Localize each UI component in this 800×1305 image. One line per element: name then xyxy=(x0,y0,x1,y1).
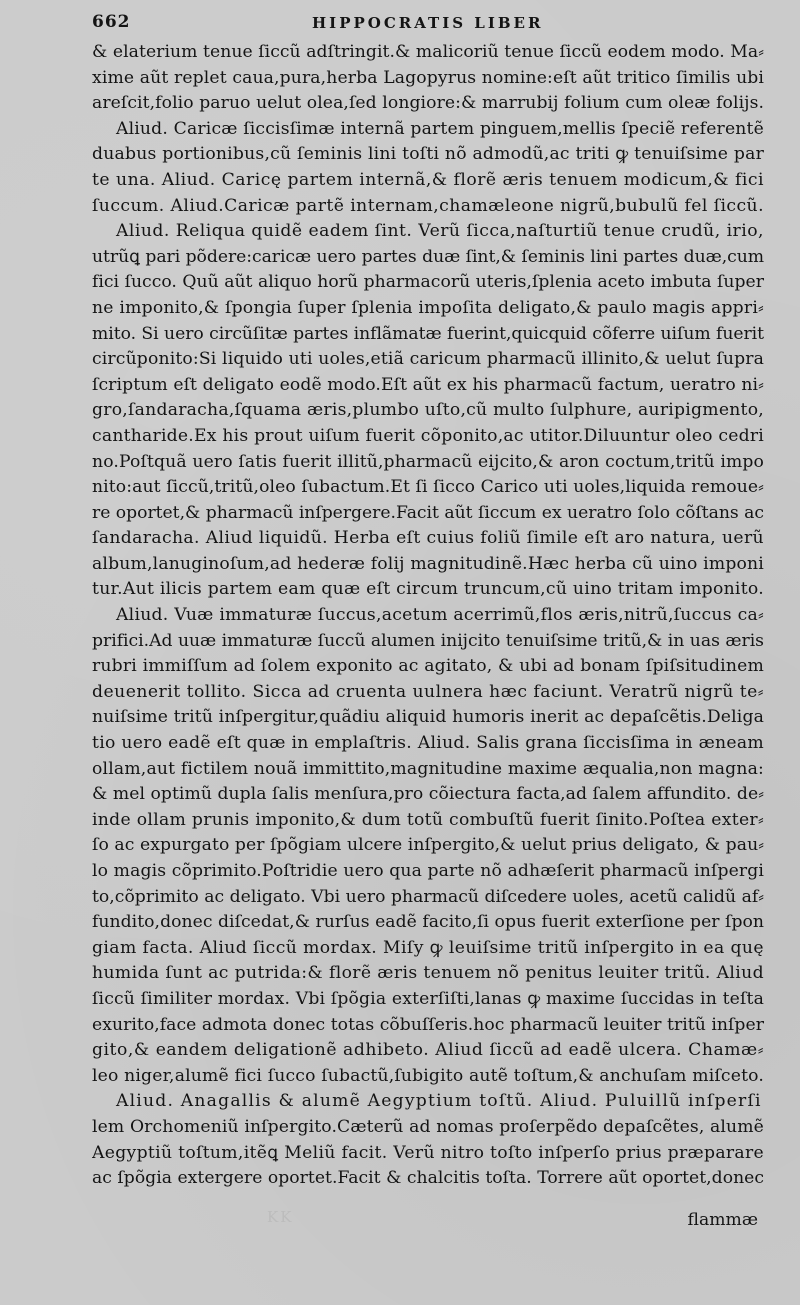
text-line: fundito,donec diſcedat,& rurſus eadẽ facito,ſi opus fuerit exterſione per ſpon xyxy=(92,912,764,933)
text-line: rubri immiſſum ad ſolem exponito ac agitato, & ubi ad bonam ſpiſsitudinem xyxy=(92,656,764,677)
text-line: Aliud. Caricæ ſiccisſimæ internã partem pinguem,mellis ſpeciẽ referentẽ xyxy=(116,118,764,139)
text-line: areſcit,folio paruo uelut olea,ſed longiore:& marrubij folium cum oleæ folijs. xyxy=(92,93,764,114)
text-line: gito,& eandem deligationẽ adhibeto. Aliud ſiccũ ad eadẽ ulcera. Chamæ⸗ xyxy=(92,1040,764,1061)
text-line: re oportet,& pharmacũ inſpergere.Facit aũt ſiccum ex ueratro ſolo cõſtans ac xyxy=(92,502,764,523)
text-line: lem Orchomeniũ inſpergito.Cæterũ ad nomas proſerpẽdo depaſcẽtes, alumẽ xyxy=(92,1116,764,1137)
text-line: Aegyptiũ toſtum,itẽꝗ Meliũ facit. Verũ nitro toſto inſperſo prius præparare xyxy=(92,1142,764,1163)
text-line: ac ſpõgia extergere oportet.Facit & chalcitis toſta. Torrere aũt oportet,donec xyxy=(92,1168,764,1189)
text-line: gro,ſandaracha,ſquama æris,plumbo uſto,cũ multo ſulphure, auripigmento, xyxy=(92,400,764,421)
text-line: ſcriptum eſt deligato eodẽ modo.Eſt aũt ex his pharmacũ factum, ueratro ni⸗ xyxy=(92,374,764,395)
text-line: & mel optimũ dupla ſalis menſura,pro cõiectura facta,ad ſalem affundito. de⸗ xyxy=(92,784,764,805)
text-line: circũponito:Si liquido uti uoles,etiã caricum pharmacũ illinito,& uelut ſupra xyxy=(92,349,764,370)
text-line: leo niger,alumẽ fici ſucco ſubactũ,ſubigito autẽ toſtum,& anchuſam miſceto. xyxy=(92,1065,764,1086)
text-line: nito:aut ſiccũ,tritũ,oleo ſubactum.Et ſi ſicco Carico uti uoles,liquida remoue⸗ xyxy=(92,477,764,498)
text-line: Aliud. Vuæ immaturæ ſuccus,acetum acerrimũ,flos æris,nitrũ,ſuccus ca⸗ xyxy=(116,605,764,626)
text-line: giam facta. Aliud ſiccũ mordax. Miſy ꝙ leuiſsime tritũ inſpergito in ea quę xyxy=(92,937,764,958)
footer-line xyxy=(92,1208,764,1234)
text-line: tio uero eadẽ eſt quæ in emplaſtris. Aliud. Salis grana ſiccisſima in æneam xyxy=(92,733,764,754)
text-line: ſuccum. Aliud.Caricæ partẽ internam,chamæleone nigrũ,bubulũ fel ſiccũ. xyxy=(92,195,764,216)
text-line: duabus portionibus,cũ ſeminis lini toſti nõ admodũ,ac triti ꝙ tenuiſsime par xyxy=(92,144,764,165)
page-number: 662 xyxy=(92,12,131,32)
text-line: ſo ac expurgato per ſpõgiam ulcere inſpergito,& uelut prius deligato, & pau⸗ xyxy=(92,835,764,856)
text-line: ſiccũ ſimiliter mordax. Vbi ſpõgia exterſiſti,lanas ꝙ maxime ſuccidas in teſta xyxy=(92,988,764,1009)
text-line: xime aũt replet caua,pura,herba Lagopyrus nomine:eſt aũt tritico ſimilis ubi xyxy=(92,67,764,88)
text-line: Aliud. Reliqua quidẽ eadem ſint. Verũ ſicca,naſturtiũ tenue crudũ, irio, xyxy=(116,221,764,242)
text-line: & elaterium tenue ſiccũ adſtringit.& malicoriũ tenue ſiccũ eodem modo. Ma⸗ xyxy=(92,42,764,62)
signature-mark: KK xyxy=(267,1208,294,1226)
text-line: humida ſunt ac putrida:& florẽ æris tenuem nõ penitus leuiter tritũ. Aliud xyxy=(92,963,764,984)
text-line: nuiſsime tritũ inſpergitur,quãdiu aliquid humoris inerit ac depaſcẽtis.Deliga xyxy=(92,707,764,728)
text-line: Aliud. Anagallis & alumẽ Aegyptium toſtũ. Aliud. Puluillũ inſperſi xyxy=(116,1091,762,1112)
text-line: ne imponito,& ſpongia ſuper ſplenia impoſita deligato,& paulo magis appri⸗ xyxy=(92,297,764,318)
text-line: fici ſucco. Quũ aũt aliquo horũ pharmacorũ uteris,ſplenia aceto imbuta ſuper xyxy=(92,272,764,293)
running-head xyxy=(0,12,800,36)
body-text xyxy=(92,40,764,1192)
text-line: te una. Aliud. Caricę partem internã,& florẽ æris tenuem modicum,& fici xyxy=(92,169,764,190)
text-line: utrũꝗ pari põdere:caricæ uero partes duæ ſint,& ſeminis lini partes duæ,cum xyxy=(92,246,764,267)
catchword: flammæ xyxy=(687,1210,758,1230)
text-line: no.Poſtquã uero ſatis fuerit illitũ,pharmacũ eijcito,& aron coctum,tritũ impo xyxy=(92,451,764,472)
text-line: ollam,aut fictilem nouã immittito,magnitudine maxime æqualia,non magna: xyxy=(92,758,764,779)
text-line: deuenerit tollito. Sicca ad cruenta uulnera hæc faciunt. Veratrũ nigrũ te⸗ xyxy=(92,681,764,702)
text-line: exurito,face admota donec totas cõbuſſeris.hoc pharmacũ leuiter tritũ inſper xyxy=(92,1014,764,1035)
text-line: lo magis cõprimito.Poſtridie uero qua parte nõ adhæſerit pharmacũ inſpergi xyxy=(92,861,764,881)
text-line: ſandaracha. Aliud liquidũ. Herba eſt cuius foliũ ſimile eſt aro natura, uerũ xyxy=(92,528,764,549)
text-line: inde ollam prunis imponito,& dum totũ combuſtũ fuerit ſinito.Poſtea exter⸗ xyxy=(92,809,764,830)
text-line: tur.Aut ilicis partem eam quæ eſt circum truncum,cũ uino tritam imponito. xyxy=(92,579,764,600)
text-line: cantharide.Ex his prout uiſum fuerit cõponito,ac utitor.Diluuntur oleo cedri xyxy=(92,425,764,446)
text-line: album,lanuginoſum,ad hederæ folij magnitudinẽ.Hæc herba cũ uino imponi xyxy=(92,553,764,574)
text-line: prifici.Ad uuæ immaturæ ſuccũ alumen inijcito tenuiſsime tritũ,& in uas æris xyxy=(92,630,764,651)
running-title: HIPPOCRATIS LIBER xyxy=(312,14,544,32)
text-line: to,cõprimito ac deligato. Vbi uero pharmacũ diſcedere uoles, acetũ calidũ af⸗ xyxy=(92,886,764,907)
text-line: mito. Si uero circũſitæ partes inflãmatæ fuerint,quicquid cõferre uiſum fuerit xyxy=(92,323,764,344)
